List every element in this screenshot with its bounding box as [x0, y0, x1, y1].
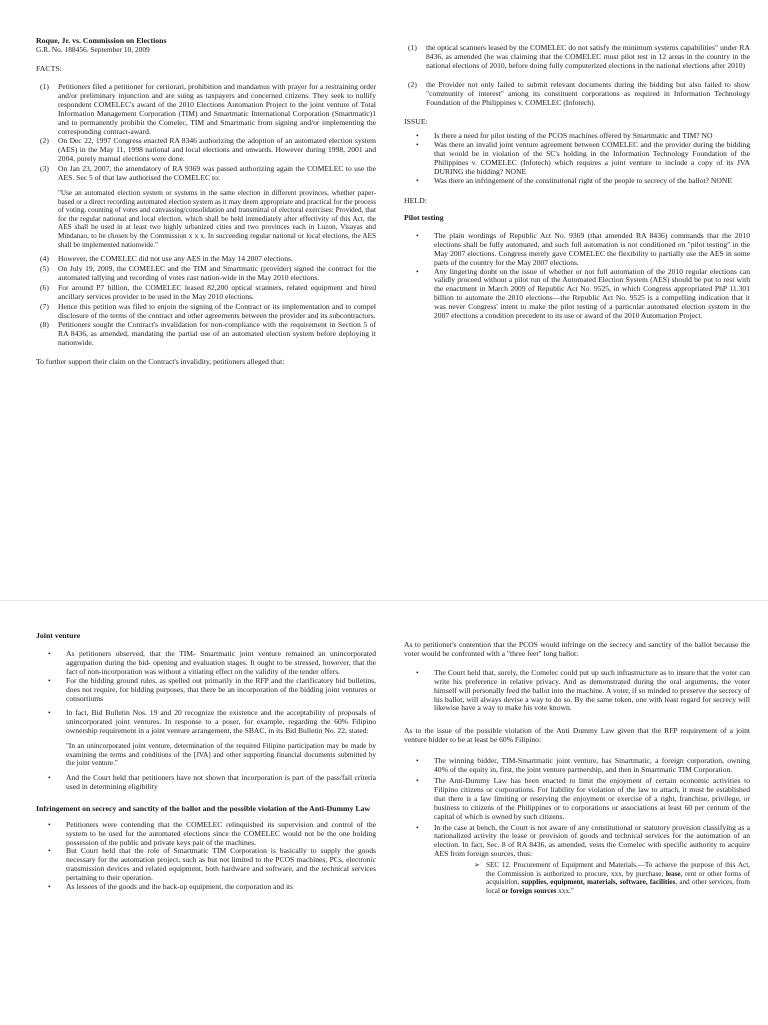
- bullet: •: [416, 131, 419, 141]
- sec12-bold: lease: [665, 869, 681, 878]
- item-text: In the case at bench, the Court is not aware of any constitutional or statutory provision classifying as a nationalized activity the lease or provision of goods and technical services for the automation of an election. In fact, Sec. 8 of RA 8436, as amended, vests the Comelec with specific authority to acquire AES from foreign sources, thus:: [434, 822, 750, 859]
- sec12-quote: [474, 861, 750, 895]
- further-support-paragraph: To further support their claim on the Contract's invalidity, petitioners alleged that:: [36, 357, 285, 367]
- secrecy-list: [404, 669, 750, 714]
- sec5-quote: "Use an automated election system or systems in the same election in different provinces, whether paper-based or a direct recording automated election system as it may deem appropriate and practical for the process of voting, counting of votes and canvassing/consolidation and transmittal of electoral exercises: Provided, that for the regular national and local election, which shall be held immediately after effectivity of this Act, the AES shall be used in at least two highly urbanized cities and two provinces each in Luzon, Visayas and Mindanao, to be chosen by the Commission x x x. In succeeding regular national or local elections, the AES shall be implemented nationwide.": [58, 188, 376, 249]
- bullet: •: [416, 140, 419, 150]
- sec12-bold: or foreign sources: [501, 886, 557, 895]
- issues-list: [404, 132, 750, 185]
- item-number: (4): [40, 254, 49, 264]
- item-text: Was there an infringement of the constitutional right of the people to secrecy of the ballot? NONE: [434, 175, 732, 185]
- list-item: [36, 883, 376, 892]
- item-number: (8): [40, 320, 49, 330]
- bullet: •: [48, 708, 51, 718]
- bullet: •: [48, 882, 51, 892]
- list-item: [404, 44, 750, 71]
- joint-venture-heading: Joint venture: [36, 631, 81, 640]
- item-text: The winning bidder, TIM-Smartmatic joint venture, has Smartmatic, a foreign corporation, owning 40% of the equity in, first, the joint venture partnership, and then in Smartmatic TIM Corporation.: [434, 756, 750, 775]
- sec12-bold: supplies, equipment, materials, software, facilities: [521, 878, 676, 887]
- list-item: [36, 137, 376, 164]
- list-item: [404, 141, 750, 177]
- sec12-text: [486, 861, 750, 895]
- item-number: (1): [40, 82, 49, 91]
- list-item: [404, 81, 750, 108]
- anti-dummy-intro: As to the issue of the possible violation of the Anti Dummy Law given that the RFP requirement of a joint venture bidder to be at least be 60% Filipino:: [404, 726, 750, 745]
- list-item: [36, 83, 376, 136]
- issue-label: ISSUE:: [404, 117, 428, 127]
- item-text: But Court held that the role of Smartmatic TIM Corporation is basically to supply the goods necessary for the automation project, such as but not limited to the PCOS machines, PCs, electronic transmission devices and related equipment, both hardware and software, and the technical services pertaining to their operation.: [66, 846, 376, 883]
- item-text: Hence this petition was filed to enjoin the signing of the Contract or its implementation and to compel disclosure of the terms of the contract and other agreements between the provider and its subcontractors.: [58, 301, 376, 320]
- item-text: Petitioners sought the Contract's invalidation for non-compliance with the requirement in Section 5 of RA 8436, as amended, mandating the partial use of an automated election system before deploying it nationwide.: [58, 320, 376, 348]
- item-number: (6): [40, 282, 49, 292]
- bullet: •: [48, 675, 51, 685]
- bullet: •: [48, 819, 51, 829]
- bullet: •: [416, 756, 419, 766]
- item-text: However, the COMELEC did not use any AES in the May 14 2007 elections.: [58, 254, 293, 264]
- bullet: •: [48, 649, 51, 658]
- sec12-part: , rent or other forms of acquisition,: [486, 869, 750, 887]
- item-text: As petitioners observed, that the TIM- Smartmatic joint venture remained an unincorporated aggrupation during the bid- opening and evaluation stages. It ought to be stressed, however, that the fact of non-incorporation was without a vitiating effect on the validity of the tender offers.: [66, 649, 376, 676]
- secrecy-intro: As to petitioner's contention that the PCOS would infringe on the secrecy and sanctity of the ballot because the voter would be confronted with a "three feet" long ballot:: [404, 640, 750, 658]
- list-item: [36, 709, 376, 736]
- item-text: Is there a need for pilot testing of the PCOS machines offered by Smartmatic and TIM? NO: [434, 131, 713, 141]
- list-item: [36, 774, 376, 792]
- list-item: [404, 757, 750, 775]
- infringement-heading: Infringement on secrecy and sanctity of the ballot and the possible violation of the Anti-Dummy Law: [36, 803, 371, 813]
- list-item: [36, 255, 376, 264]
- page1-right-column: [404, 44, 750, 321]
- bullet: •: [416, 775, 419, 785]
- item-text: As lessees of the goods and the back-up equipment, the corporation and its: [66, 882, 294, 892]
- pilot-testing-list: [404, 232, 750, 321]
- item-text: And the Court held that petitioners have not shown that incorporation is part of the pass/fail criteria used in determining eligibility: [66, 772, 376, 791]
- bullet: •: [416, 175, 419, 185]
- facts-list-continued: [36, 255, 376, 348]
- list-item: [404, 777, 750, 822]
- item-text: Any lingering doubt on the issue of whether or not full automation of the 2010 regular elections can validly proceed without a pilot run of the Automated Election System (AES) should be put to rest with the enactment in March 2009 of Republic Act No. 9525, in which Congress appropriated PhP 11.301 billion to automate the 2010 elections—the Republic Act No. 9525 is a compelling indication that it was never Congress' intent to make the pilot testing of a particular automated election system in the 2007 elections a condition precedent to its use or award of the 2010 Automation Project.: [434, 266, 750, 321]
- item-text: On Jan 23, 2007, the amendatory of RA 9369 was passed authorizing again the COMELEC to use the AES. Sec 5 of that law authorised the COMELEC to:: [58, 164, 376, 183]
- allegations-list: [404, 44, 750, 107]
- item-text: The Anti-Dummy Law has been enacted to limit the enjoyment of certain economic activities to Filipino citizens or corporations. For liability for violation of the law to attach, it must be established that there is a law limiting or reserving the enjoyment or exercise of a right, franchise, privilege, or business to citizens of the Philippines or to corporations or associations at least 60 per centum of the capital of which is owned by such citizens.: [434, 775, 750, 821]
- joint-venture-list-end: [36, 774, 376, 792]
- joint-venture-list: [36, 650, 376, 736]
- sec12-part: SEC 12. Procurement of Equipment and Materials.—To achieve the purpose of this Act, the Commission is authorized to procure, xxx, by purchase,: [486, 861, 750, 878]
- bullet: •: [416, 230, 419, 240]
- held-label: HELD:: [404, 195, 427, 205]
- bullet: •: [416, 266, 419, 276]
- list-item: [404, 824, 750, 860]
- item-text: Was there an invalid joint venture agreement between COMELEC and the provider during the bidding that would be in violation of the SC's holding in the Information Technology Foundation of the Philippines v. COMELEC (Infotech) which requires a joint venture to include a copy of its JVA DURING the bidding? NONE: [434, 140, 750, 177]
- item-text: On Dec 22, 1997 Congress enacted RA 8346 authorizing the adoption of an automated election system (AES) in the May 11, 1998 national and local elections and onwards. However during 1998, 2001 and 2004, purely manual elections were done.: [58, 136, 376, 164]
- bullet: •: [416, 822, 419, 832]
- list-item: [36, 321, 376, 348]
- page2-left-column: [36, 631, 376, 892]
- item-text: Petitioners were contending that the COMELEC relinquished its supervision and control of the system to be used for the automated elections since the COMELEC would not be the one holding possession of the public and private keys pair of the machines.: [66, 819, 376, 847]
- list-item: [36, 284, 376, 302]
- page2-right-column: [404, 641, 750, 896]
- sec12-part: xxx.": [556, 886, 574, 895]
- case-title: Roque, Jr. vs. Commission on Elections: [36, 36, 167, 45]
- anti-dummy-list: [404, 757, 750, 859]
- list-item: [36, 847, 376, 883]
- item-text: For around P7 billion, the COMELEC leased 82,200 optical scanners, related equipment and hired ancillary services provider to be used in the May 2010 elections.: [58, 282, 376, 301]
- item-number: (3): [40, 164, 49, 174]
- list-item: [404, 268, 750, 321]
- bullet: •: [416, 667, 419, 677]
- case-citation: G.R. No. 188456. September 10, 2009: [36, 45, 150, 54]
- item-number: (1): [408, 43, 417, 52]
- page1-left-column: [36, 36, 376, 367]
- item-text: The plain wordings of Republic Act No. 9369 (that amended RA 8436) commands that the 2010 elections shall be fully automated, and such full automation is not conditioned on "pilot testing" in the May 2007 elections. Congress merely gave COMELEC the flexibility to partially use the AES in some parts of the country for the May 2007 elections.: [434, 230, 750, 267]
- list-item: [36, 165, 376, 183]
- list-item: [36, 650, 376, 677]
- list-item: [404, 177, 750, 186]
- item-text: The Court held that, surely, the Comelec could put up such infrastructure as to insure that the voter can write his preference in relative privacy. And as demonstrated during the oral arguments, the voter himself will personally feed the ballot into the machine. A voter, if so minded to preserve the secrecy of his ballot, will always devise a way to do so. By the same token, one with least regard for secrecy will likewise have a way to make his vote known.: [434, 667, 750, 713]
- item-number: (2): [408, 79, 417, 89]
- item-number: (7): [40, 301, 49, 311]
- facts-list: [36, 83, 376, 183]
- sec12-part: , and other services, from local: [486, 878, 750, 895]
- item-text: the Provider not only failed to submit relevant documents during the bidding but also failed to show "community of interest" among its constituent corporations as required in Information Technology Foundation of the Philippines v. COMELEC (Infotech).: [426, 79, 750, 107]
- item-text: Petitioners filed a petitioner for certiorari, prohibition and mandamus with prayer for a restraining order and/or preliminary injunction and are suing as taxpayers and concerned citizens. They seek to nullify respondent COMELEC's award of the 2010 Elections Automation Project to the joint venture of Total Information Management Corporation (TIM) and Smartmatic International Corporation (Smartmatic)1 and to permanently prohibit the Comelec, TIM and Smartmatic from signing and/or implementing the corresponding contract-award.: [58, 82, 376, 136]
- item-text: the optical scanners leased by the COMELEC do not satisfy the minimum systems capabilities" under RA 8436, as amended (he was claiming that the COMELEC must pilot test in 12 areas in the country in the national elections of 2010, before doing fully computerized elections in the national elections after 2010): [426, 43, 750, 70]
- item-text: On July 19, 2009, the COMELEC and the TIM and Smartmatic (provider) signed the contract for the automated tallying and recording of votes cast nation-wide in the May 2010 elections.: [58, 264, 376, 282]
- document-page-2: [0, 600, 768, 1025]
- item-number: (2): [40, 136, 49, 146]
- list-item: [36, 677, 376, 704]
- list-item: [404, 232, 750, 268]
- list-item: [36, 303, 376, 321]
- list-item: [36, 821, 376, 848]
- pilot-testing-heading: Pilot testing: [404, 212, 444, 222]
- bullet: •: [48, 772, 51, 782]
- bullet: •: [48, 846, 51, 856]
- list-item: [404, 669, 750, 714]
- item-number: (5): [40, 264, 49, 274]
- bid-bulletin-quote: "In an unincorporated joint venture, determination of the required Filipino participation may be made by examining the terms and conditions of the [JVA] and other supporting financial documents submitted by the joint venture.": [66, 742, 376, 768]
- arrow-bullet-icon: ➢: [474, 861, 481, 870]
- list-item: [36, 265, 376, 283]
- infringement-list: [36, 821, 376, 892]
- facts-label: FACTS:: [36, 64, 62, 73]
- item-text: In fact, Bid Bulletin Nos. 19 and 20 recognize the existence and the acceptability of proposals of unincorporated joint ventures. In response to a poser, for example, regarding the 60% Filipino ownership requirement in a joint venture arrangement, the SBAC, in its Bid Bulletin No. 22, stated:: [66, 708, 376, 736]
- document-page-1: [0, 0, 768, 512]
- item-text: For the bidding ground rules, as spelled out primarily in the RFP and the clarificatory bid bulletins, does not require, for bidding purposes, that there be an incorporation of the bidding joint ventures or consortiums: [66, 675, 376, 703]
